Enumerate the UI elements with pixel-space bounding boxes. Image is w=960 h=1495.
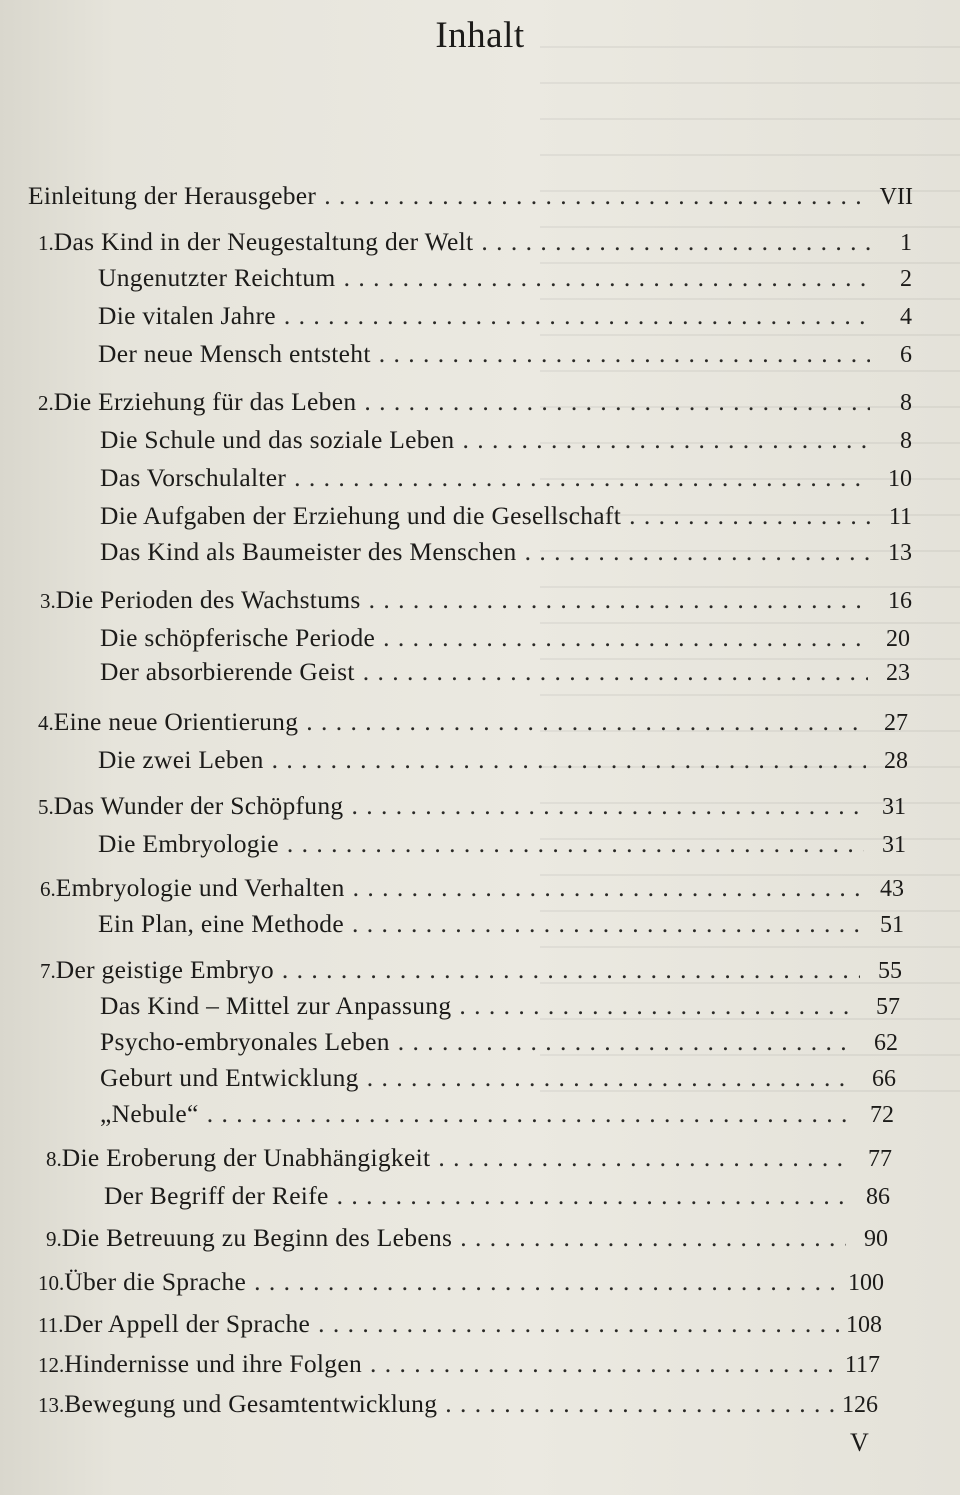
toc-entry-page: 62 <box>874 1030 898 1056</box>
toc-entry-page: 55 <box>878 958 902 984</box>
page-folio: V <box>850 1428 869 1457</box>
toc-entry-page: 2 <box>900 266 912 292</box>
toc-entry-page: 20 <box>886 626 910 652</box>
toc-entry-page: 108 <box>846 1312 882 1338</box>
toc-entry-label: „Nebule“ <box>100 1099 199 1128</box>
leader-dots <box>398 1026 856 1058</box>
chapter-number: 13. <box>38 1393 65 1417</box>
leader-dots <box>287 828 864 860</box>
toc-entry-label: Das Kind – Mittel zur Anpassung <box>100 991 452 1020</box>
chapter-number: 9. <box>46 1227 62 1251</box>
chapter-number: 4. <box>38 711 54 735</box>
chapter-number: 2. <box>38 391 54 415</box>
toc-entry <box>28 180 913 213</box>
toc-entry <box>98 262 912 295</box>
toc-entry-label: Bewegung und Gesamtentwicklung <box>64 1389 438 1418</box>
chapter-number: 3. <box>40 589 56 613</box>
chapter-number: 11. <box>38 1313 64 1337</box>
leader-dots <box>379 338 870 370</box>
toc-entry <box>100 656 910 689</box>
chapter-number: 5. <box>38 795 54 819</box>
toc-entry-label: Die Erziehung für das Leben <box>53 387 357 416</box>
toc-entry <box>38 1266 884 1299</box>
toc-entry-page: 66 <box>872 1066 896 1092</box>
leader-dots <box>438 1142 850 1174</box>
toc-entry-page: 51 <box>880 912 904 938</box>
toc-entry-page: 1 <box>900 230 912 256</box>
toc-entry-page: 43 <box>880 876 904 902</box>
toc-entry-label: Die Perioden des Wachstums <box>55 585 361 614</box>
leader-dots <box>324 180 871 212</box>
toc-entry <box>100 424 912 457</box>
toc-entry <box>38 790 906 823</box>
leader-dots <box>352 908 862 940</box>
chapter-number: 12. <box>38 1353 65 1377</box>
leader-dots <box>364 386 870 418</box>
toc-entry <box>38 226 912 259</box>
toc-entry <box>46 1222 888 1255</box>
toc-entry-label: Der geistige Embryo <box>55 955 274 984</box>
toc-entry <box>100 1026 898 1059</box>
toc-entry-label: Ein Plan, eine Methode <box>98 909 344 938</box>
leader-dots <box>337 1180 848 1212</box>
toc-entry <box>40 872 904 905</box>
toc-entry-label: Einleitung der Herausgeber <box>28 181 317 210</box>
toc-entry-label: Die Eroberung der Unabhängigkeit <box>61 1143 431 1172</box>
toc-entry-page: 117 <box>844 1352 880 1378</box>
toc-entry-page: 86 <box>866 1184 890 1210</box>
toc-entry <box>100 622 910 655</box>
toc-entry <box>38 1388 878 1421</box>
toc-entry-page: 100 <box>848 1270 884 1296</box>
toc-entry <box>38 1348 880 1381</box>
toc-entry <box>40 584 912 617</box>
toc-entry-page: 23 <box>886 660 910 686</box>
toc-entry-label: Die Betreuung zu Beginn des Lebens <box>61 1223 453 1252</box>
leader-dots <box>462 424 870 456</box>
chapter-number: 7. <box>40 959 56 983</box>
toc-entry-page: 31 <box>882 794 906 820</box>
toc-entry <box>100 990 900 1023</box>
leader-dots <box>629 500 870 532</box>
toc-entry-label: Psycho-embryonales Leben <box>100 1027 390 1056</box>
toc-entry <box>98 828 906 861</box>
toc-entry-page: 27 <box>884 710 908 736</box>
toc-entry-page: 72 <box>870 1102 894 1128</box>
toc-entry-label: Die vitalen Jahre <box>98 301 276 330</box>
toc-entry-page: 8 <box>900 428 912 454</box>
leader-dots <box>254 1266 842 1298</box>
toc-entry-page: 90 <box>864 1226 888 1252</box>
toc-entry <box>98 908 904 941</box>
toc-entry <box>100 1098 894 1131</box>
leader-dots <box>383 622 868 654</box>
toc-entry-page: 77 <box>868 1146 892 1172</box>
toc-entry-label: Embryologie und Verhalten <box>55 873 345 902</box>
toc-entry <box>98 338 912 371</box>
page-title: Inhalt <box>435 15 525 56</box>
chapter-number: 8. <box>46 1147 62 1171</box>
toc-entry-label: Das Wunder der Schöpfung <box>53 791 344 820</box>
leader-dots <box>481 226 870 258</box>
toc-entry-page: 31 <box>882 832 906 858</box>
leader-dots <box>445 1388 836 1420</box>
leader-dots <box>318 1308 840 1340</box>
leader-dots <box>306 706 866 738</box>
toc-entry-label: Der absorbierende Geist <box>100 657 355 686</box>
toc-entry-page: 4 <box>900 304 912 330</box>
toc-entry-page: 126 <box>842 1392 878 1418</box>
toc-entry <box>104 1180 890 1213</box>
leader-dots <box>525 536 870 568</box>
toc-entry <box>38 386 912 419</box>
toc-entry-label: Ungenutzter Reichtum <box>98 263 336 292</box>
toc-entry <box>98 744 908 777</box>
toc-entry <box>98 300 912 333</box>
toc-entry-label: Der neue Mensch entsteht <box>98 339 371 368</box>
toc-entry-page: 57 <box>876 994 900 1020</box>
toc-entry-page: 6 <box>900 342 912 368</box>
toc-entry-label: Geburt und Entwicklung <box>100 1063 359 1092</box>
toc-entry-label: Der Appell der Sprache <box>63 1309 311 1338</box>
leader-dots <box>284 300 870 332</box>
toc-entry-label: Die Embryologie <box>98 829 279 858</box>
chapter-number: 1. <box>38 231 54 255</box>
toc-entry <box>100 500 912 533</box>
toc-entry-label: Die Schule und das soziale Leben <box>100 425 455 454</box>
toc-entry-page: 28 <box>884 748 908 774</box>
toc-entry <box>40 954 902 987</box>
toc-entry <box>100 462 912 495</box>
toc-entry-label: Das Vorschulalter <box>100 463 287 492</box>
leader-dots <box>294 462 870 494</box>
leader-dots <box>351 790 864 822</box>
toc-entry-page: 11 <box>888 504 912 530</box>
leader-dots <box>459 990 858 1022</box>
toc-entry-label: Die zwei Leben <box>98 745 264 774</box>
toc-entry-page: 13 <box>888 540 912 566</box>
leader-dots <box>353 872 862 904</box>
toc-entry-page: 8 <box>900 390 912 416</box>
leader-dots <box>460 1222 846 1254</box>
leader-dots <box>370 1348 838 1380</box>
toc-entry-page: VII <box>879 184 913 210</box>
toc-entry <box>100 1062 896 1095</box>
toc-entry-label: Über die Sprache <box>64 1267 247 1296</box>
leader-dots <box>367 1062 854 1094</box>
leader-dots <box>282 954 860 986</box>
chapter-number: 6. <box>40 877 56 901</box>
toc-entry-label: Das Kind als Baumeister des Menschen <box>100 537 517 566</box>
leader-dots <box>369 584 870 616</box>
toc-entry-label: Hindernisse und ihre Folgen <box>64 1349 363 1378</box>
chapter-number: 10. <box>38 1271 65 1295</box>
toc-entry <box>38 1308 882 1341</box>
leader-dots <box>344 262 870 294</box>
toc-entry-page: 10 <box>888 466 912 492</box>
toc-entry <box>100 536 912 569</box>
toc-entry-label: Eine neue Orientierung <box>53 707 299 736</box>
leader-dots <box>363 656 868 688</box>
toc-entry-label: Das Kind in der Neugestaltung der Welt <box>53 227 474 256</box>
leader-dots <box>207 1098 852 1130</box>
toc-entry-label: Die schöpferische Periode <box>100 623 376 652</box>
leader-dots <box>272 744 866 776</box>
toc-entry <box>46 1142 892 1175</box>
toc-entry-label: Der Begriff der Reife <box>104 1181 329 1210</box>
toc-entry-page: 16 <box>888 588 912 614</box>
toc-entry <box>38 706 908 739</box>
toc-entry-label: Die Aufgaben der Erziehung und die Gesellschaft <box>100 501 622 530</box>
